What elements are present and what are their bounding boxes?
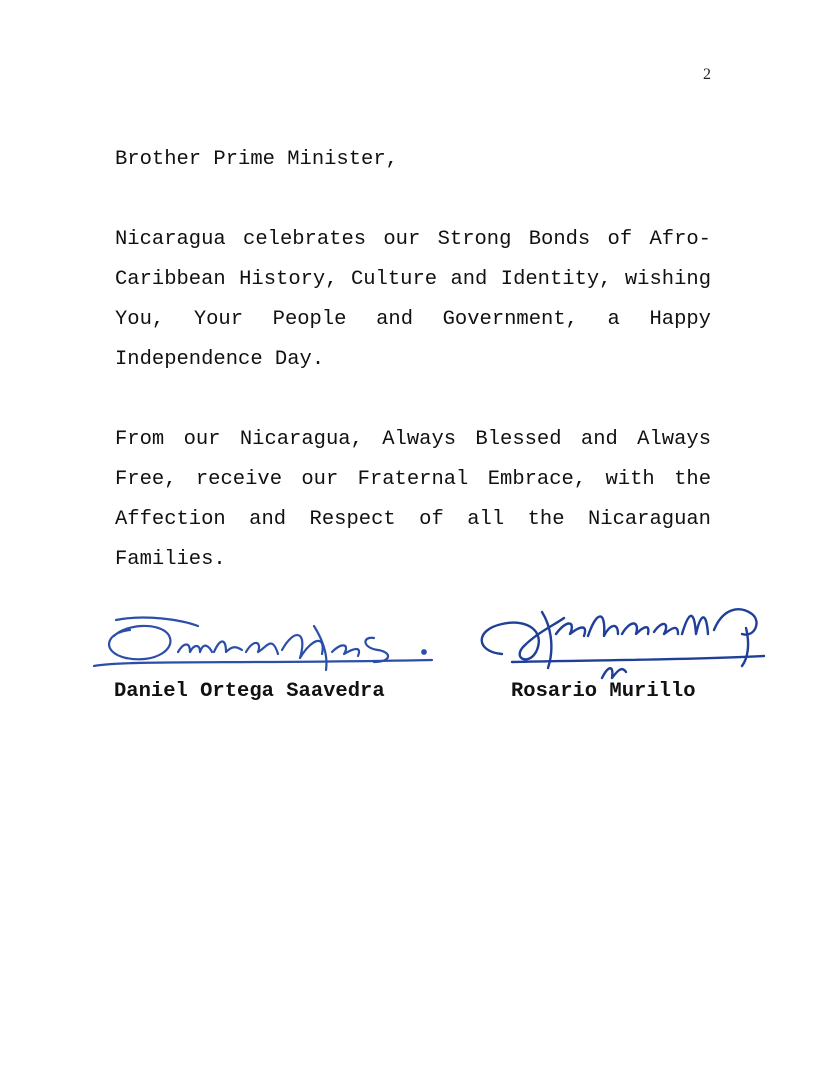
salutation: Brother Prime Minister, — [115, 148, 398, 171]
signature-right-image — [472, 594, 767, 684]
page-number: 2 — [703, 66, 711, 83]
letter-body — [115, 140, 711, 620]
signer-name-left: Daniel Ortega Saavedra — [114, 680, 385, 703]
signature-block — [0, 590, 825, 720]
paragraph-greeting: Nicaragua celebrates our Strong Bonds of Afro-Caribbean History, Culture and Identity, wishing You, Your People and Government, a Happy Independence Day. — [115, 228, 711, 371]
paragraph-closing: From our Nicaragua, Always Blessed and Always Free, receive our Fraternal Embrace, with the Affection and Respect of all the Nicaraguan Families. — [115, 428, 711, 571]
signer-name-right: Rosario Murillo — [511, 680, 696, 703]
signature-left-image — [86, 608, 440, 678]
